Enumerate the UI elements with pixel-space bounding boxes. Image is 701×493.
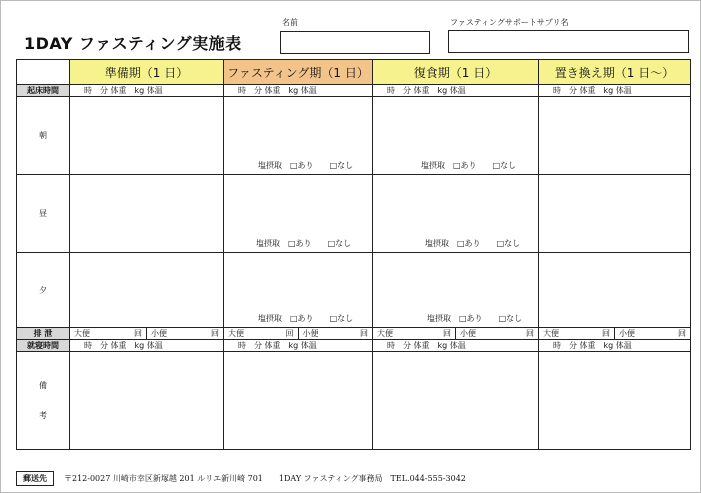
big-count: 大便 回 — [224, 328, 299, 339]
salt-yes-checkbox[interactable]: □あり — [290, 314, 314, 323]
mailing-address-text: 〒212-0027 川崎市幸区新塚越 201 ルリエ新川崎 701 1DAY ファスティング事務局 TEL.044-555-3042 — [64, 474, 466, 483]
meal-cell[interactable] — [373, 175, 539, 253]
salt-label: 塩摂取 — [258, 314, 282, 323]
time-weight-text: 時 分 体重 kg 体温 — [84, 341, 163, 350]
salt-no-checkbox[interactable]: □なし — [496, 239, 521, 248]
small-count: 小便 回 — [302, 329, 368, 338]
support-supplement-field[interactable] — [448, 30, 689, 53]
salt-label: 塩摂取 — [425, 239, 449, 248]
meal-cell[interactable] — [70, 175, 224, 253]
phase-fasting: ファスティング期（1 日） — [224, 60, 373, 85]
notes-cell[interactable] — [224, 352, 373, 450]
bowel-row — [17, 328, 691, 340]
salt-label: 塩摂取 — [421, 161, 445, 170]
support-supplement-label: ファスティングサポートサプリ名 — [450, 18, 569, 27]
evening-row — [17, 253, 691, 328]
meal-cell[interactable] — [70, 97, 224, 175]
wake-row — [17, 85, 691, 97]
notes-cell[interactable] — [373, 352, 539, 450]
notes-row — [17, 352, 691, 450]
salt-label: 塩摂取 — [427, 314, 451, 323]
noon-row — [17, 175, 691, 253]
time-weight-text: 時 分 体重 kg 体温 — [238, 86, 317, 95]
meal-cell[interactable] — [373, 253, 539, 328]
header-corner — [17, 60, 70, 85]
big-count: 大便 回 — [373, 328, 456, 339]
time-weight-text: 時 分 体重 kg 体温 — [387, 86, 466, 95]
salt-no-checkbox[interactable]: □なし — [329, 161, 354, 170]
salt-no-checkbox[interactable]: □なし — [329, 314, 354, 323]
notes-label: 備 考 — [17, 352, 70, 450]
morning-row — [17, 97, 691, 175]
phase-header-row — [17, 60, 691, 85]
wake-cell[interactable] — [373, 85, 539, 97]
fasting-schedule-table — [16, 59, 691, 450]
bowel-label: 排 泄 — [17, 328, 70, 340]
bowel-cell[interactable] — [224, 328, 373, 340]
wake-label: 起床時間 — [17, 85, 70, 97]
phase-refeed: 復食期（1 日） — [373, 60, 539, 85]
small-count: 小便 回 — [619, 329, 686, 338]
name-label: 名前 — [282, 18, 298, 27]
wake-cell[interactable] — [70, 85, 224, 97]
salt-yes-checkbox[interactable]: □あり — [453, 161, 477, 170]
mailing-address — [16, 471, 466, 486]
phase-replacement: 置き換え期（1 日〜） — [539, 60, 691, 85]
sleep-cell[interactable] — [539, 340, 691, 352]
form-title: 1DAY ファスティング実施表 — [24, 34, 242, 53]
evening-label: 夕 — [17, 253, 70, 328]
salt-yes-checkbox[interactable]: □あり — [290, 161, 314, 170]
salt-label: 塩摂取 — [256, 239, 280, 248]
time-weight-text: 時 分 体重 kg 体温 — [238, 341, 317, 350]
mailing-label: 郵送先 — [16, 471, 54, 486]
wake-cell[interactable] — [224, 85, 373, 97]
big-count: 大便 回 — [70, 328, 147, 339]
time-weight-text: 時 分 体重 kg 体温 — [84, 86, 163, 95]
wake-cell[interactable] — [539, 85, 691, 97]
time-weight-text: 時 分 体重 kg 体温 — [387, 341, 466, 350]
meal-cell[interactable] — [539, 175, 691, 253]
notes-cell[interactable] — [539, 352, 691, 450]
bowel-cell[interactable] — [373, 328, 539, 340]
sleep-label: 就寝時間 — [17, 340, 70, 352]
sleep-cell[interactable] — [70, 340, 224, 352]
meal-cell[interactable] — [539, 253, 691, 328]
salt-yes-checkbox[interactable]: □あり — [457, 239, 481, 248]
big-count: 大便 回 — [539, 328, 615, 339]
name-field[interactable] — [280, 31, 430, 54]
sleep-cell[interactable] — [224, 340, 373, 352]
notes-cell[interactable] — [70, 352, 224, 450]
time-weight-text: 時 分 体重 kg 体温 — [553, 86, 632, 95]
bowel-cell[interactable] — [70, 328, 224, 340]
salt-label: 塩摂取 — [258, 161, 282, 170]
meal-cell[interactable] — [224, 175, 373, 253]
salt-yes-checkbox[interactable]: □あり — [459, 314, 483, 323]
meal-cell[interactable] — [224, 253, 373, 328]
sleep-row — [17, 340, 691, 352]
morning-label: 朝 — [17, 97, 70, 175]
sleep-cell[interactable] — [373, 340, 539, 352]
meal-cell[interactable] — [224, 97, 373, 175]
small-count: 小便 回 — [460, 329, 534, 338]
time-weight-text: 時 分 体重 kg 体温 — [553, 341, 632, 350]
meal-cell[interactable] — [539, 97, 691, 175]
small-count: 小便 回 — [151, 329, 219, 338]
meal-cell[interactable] — [373, 97, 539, 175]
salt-yes-checkbox[interactable]: □あり — [288, 239, 312, 248]
noon-label: 昼 — [17, 175, 70, 253]
bowel-cell[interactable] — [539, 328, 691, 340]
meal-cell[interactable] — [70, 253, 224, 328]
phase-prep: 準備期（1 日） — [70, 60, 224, 85]
salt-no-checkbox[interactable]: □なし — [327, 239, 352, 248]
salt-no-checkbox[interactable]: □なし — [492, 161, 517, 170]
salt-no-checkbox[interactable]: □なし — [498, 314, 523, 323]
